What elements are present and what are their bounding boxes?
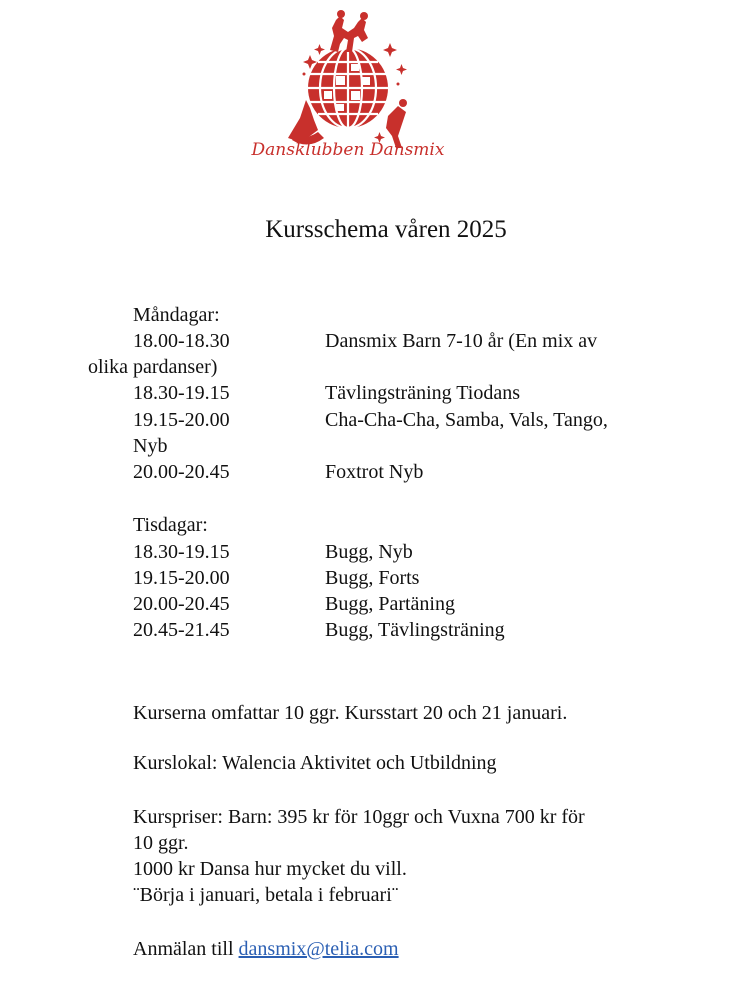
tuesday-desc-4: Bugg, Tävlingsträning	[325, 619, 505, 641]
page-title: Kursschema våren 2025	[265, 216, 507, 243]
prices-line-2: 10 ggr.	[133, 832, 189, 854]
signup-line	[133, 936, 399, 962]
monday-desc-1-cont: olika pardanser)	[88, 356, 218, 378]
monday-time-3: 19.15-20.00	[133, 409, 230, 431]
monday-time-4: 20.00-20.45	[133, 461, 230, 483]
monday-desc-1: Dansmix Barn 7-10 år (En mix av	[325, 330, 598, 352]
club-logo	[248, 8, 448, 168]
monday-desc-3-cont: Nyb	[133, 435, 168, 457]
monday-desc-3: Cha-Cha-Cha, Samba, Vals, Tango,	[325, 409, 608, 431]
logo-text: Dansklubben Dansmix	[251, 140, 445, 160]
prices-line-3: 1000 kr Dansa hur mycket du vill.	[133, 858, 407, 880]
signup-prefix: Anmälan till	[133, 938, 239, 960]
monday-time-2: 18.30-19.15	[133, 382, 230, 404]
tuesday-heading: Tisdagar:	[133, 514, 208, 536]
email-link[interactable]: dansmix@telia.com	[238, 938, 399, 960]
venue-text: Kurslokal: Walencia Aktivitet och Utbildning	[133, 752, 497, 774]
prices-line-4: ¨Börja i januari, betala i februari¨	[133, 884, 399, 906]
prices-line-1: Kurspriser: Barn: 395 kr för 10ggr och Vuxna 700 kr för	[133, 806, 585, 828]
monday-time-1: 18.00-18.30	[133, 330, 230, 352]
tuesday-time-2: 19.15-20.00	[133, 567, 230, 589]
tuesday-time-1: 18.30-19.15	[133, 541, 230, 563]
tuesday-desc-2: Bugg, Forts	[325, 567, 420, 589]
tuesday-time-3: 20.00-20.45	[133, 593, 230, 615]
tuesday-desc-1: Bugg, Nyb	[325, 541, 413, 563]
course-length-text: Kurserna omfattar 10 ggr. Kursstart 20 och 21 januari.	[133, 702, 568, 724]
tuesday-desc-3: Bugg, Partäning	[325, 593, 455, 615]
tuesday-time-4: 20.45-21.45	[133, 619, 230, 641]
monday-desc-2: Tävlingsträning Tiodans	[325, 382, 521, 404]
monday-desc-4: Foxtrot Nyb	[325, 461, 424, 483]
monday-heading: Måndagar:	[133, 304, 220, 326]
